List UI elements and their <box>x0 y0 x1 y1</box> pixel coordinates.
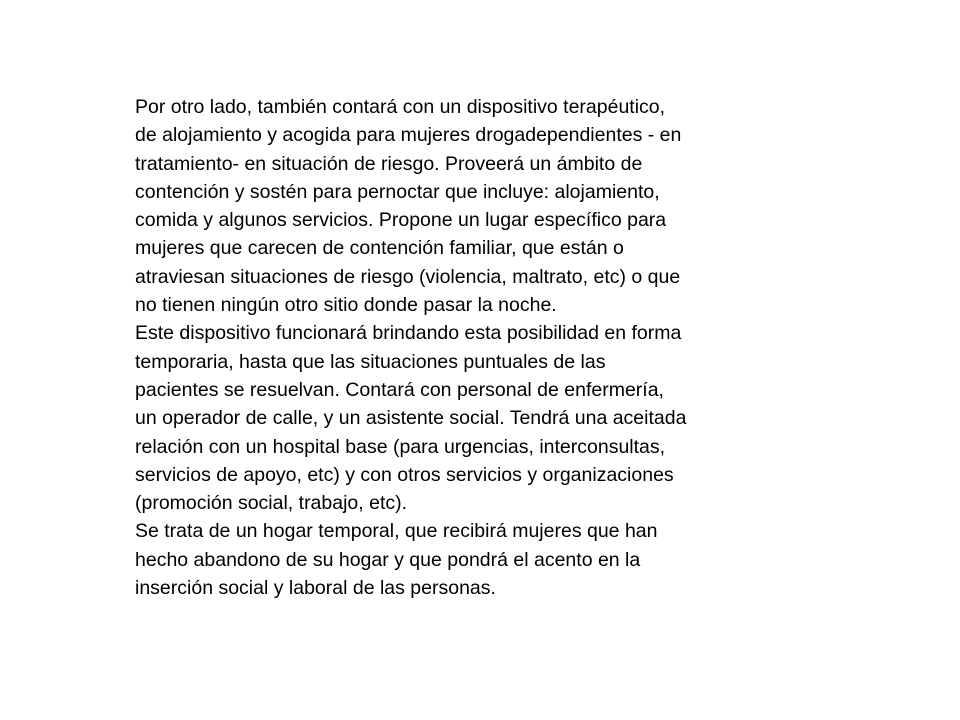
body-text <box>135 93 835 602</box>
text-line: Se trata de un hogar temporal, que recibirá mujeres que han <box>135 520 658 543</box>
text-line: hecho abandono de su hogar y que pondrá el acento en la <box>135 548 641 571</box>
text-line: de alojamiento y acogida para mujeres drogadependientes - en <box>135 124 682 147</box>
text-line: no tienen ningún otro sitio donde pasar la noche. <box>135 294 557 317</box>
text-line: servicios de apoyo, etc) y con otros servicios y organizaciones <box>135 463 674 486</box>
text-line: pacientes se resuelvan. Contará con personal de enfermería, <box>135 378 664 401</box>
text-line: atraviesan situaciones de riesgo (violencia, maltrato, etc) o que <box>135 265 681 288</box>
text-line: (promoción social, trabajo, etc). <box>135 492 408 515</box>
text-line: contención y sostén para pernoctar que incluye: alojamiento, <box>135 180 660 203</box>
text-line: inserción social y laboral de las personas. <box>135 577 496 600</box>
text-line: relación con un hospital base (para urgencias, interconsultas, <box>135 435 666 458</box>
text-line: Este dispositivo funcionará brindando esta posibilidad en forma <box>135 322 682 345</box>
text-line: mujeres que carecen de contención familiar, que están o <box>135 237 624 260</box>
text-line: comida y algunos servicios. Propone un lugar específico para <box>135 209 667 232</box>
text-line: un operador de calle, y un asistente social. Tendrá una aceitada <box>135 407 687 430</box>
text-line: temporaria, hasta que las situaciones puntuales de las <box>135 350 606 373</box>
text-line: tratamiento- en situación de riesgo. Proveerá un ámbito de <box>135 152 643 175</box>
text-line: Por otro lado, también contará con un dispositivo terapéutico, <box>135 96 666 118</box>
